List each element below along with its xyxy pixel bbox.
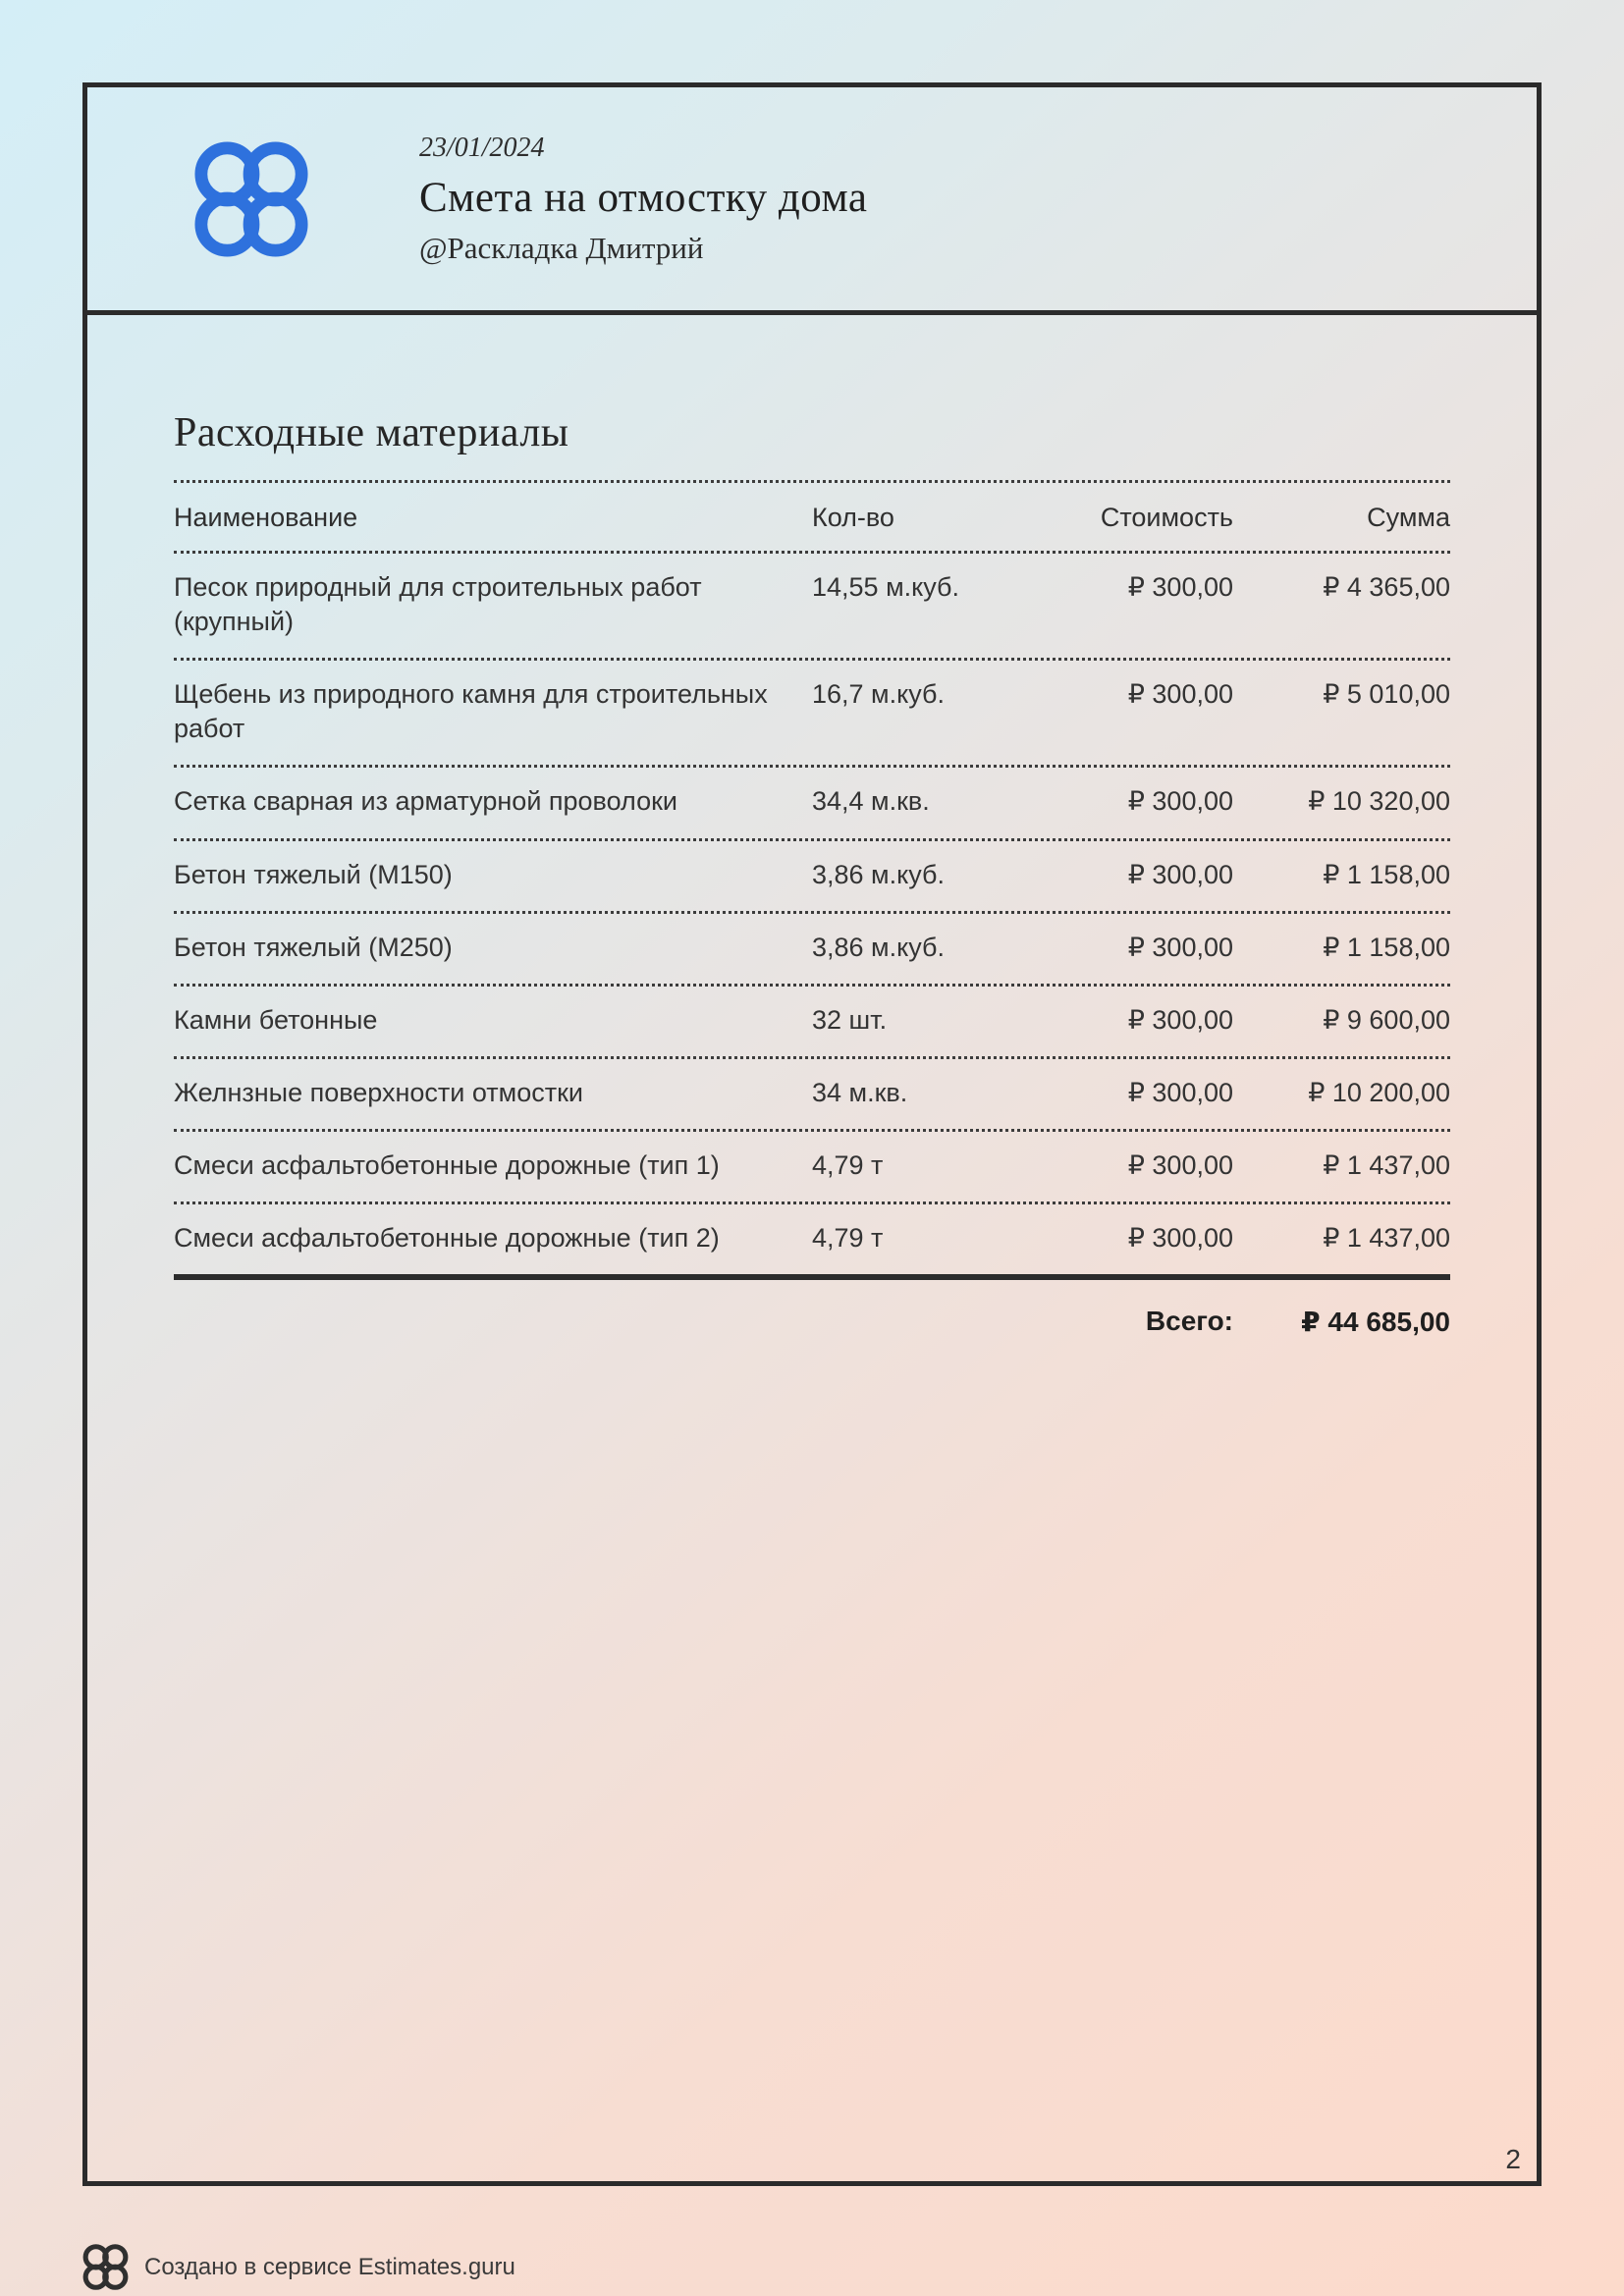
footer-credit-text: Создано в сервисе Estimates.guru xyxy=(144,2253,515,2280)
cell-qty: 34 м.кв. xyxy=(812,1077,908,1107)
column-header-sum: Сумма xyxy=(1367,503,1450,532)
cell-price: ₽ 300,00 xyxy=(1127,572,1233,603)
table-row xyxy=(174,1201,1450,1274)
cell-qty: 34,4 м.кв. xyxy=(812,786,930,817)
page-title: Смета на отмостку дома xyxy=(419,174,868,221)
table-row xyxy=(174,551,1450,658)
total-spacer xyxy=(174,1306,812,1338)
document-frame xyxy=(82,82,1542,2186)
page-number: 2 xyxy=(1505,2144,1521,2174)
cell-price: ₽ 300,00 xyxy=(1127,859,1233,889)
document-header xyxy=(87,87,1537,315)
cell-price: ₽ 300,00 xyxy=(1127,1077,1233,1107)
table-row xyxy=(174,765,1450,837)
cell-sum: ₽ 1 158,00 xyxy=(1323,932,1450,962)
table-row xyxy=(174,658,1450,765)
cell-sum: ₽ 9 600,00 xyxy=(1323,1004,1450,1035)
cell-price: ₽ 300,00 xyxy=(1127,679,1233,710)
column-header-price: Стоимость xyxy=(1100,503,1233,532)
cell-qty: 3,86 м.куб. xyxy=(812,859,945,889)
estimates-guru-logo-icon xyxy=(193,141,309,257)
cell-qty: 32 шт. xyxy=(812,1004,888,1035)
cell-sum: ₽ 1 437,00 xyxy=(1323,1149,1450,1180)
estimates-guru-footer-logo-icon xyxy=(82,2244,129,2290)
cell-sum: ₽ 10 320,00 xyxy=(1308,786,1450,817)
cell-price: ₽ 300,00 xyxy=(1127,932,1233,962)
cell-price: ₽ 300,00 xyxy=(1127,1223,1233,1254)
cell-name: Камни бетонные xyxy=(174,1004,378,1035)
cell-name: Желнзные поверхности отмостки xyxy=(174,1077,584,1107)
document-body xyxy=(87,409,1537,1363)
cell-qty: 16,7 м.куб. xyxy=(812,679,945,710)
cell-name: Песок природный для строительных работ (крупный) xyxy=(174,572,702,637)
cell-name: Бетон тяжелый (М250) xyxy=(174,932,453,962)
cell-name: Сетка сварная из арматурной проволоки xyxy=(174,786,677,817)
cell-sum: ₽ 5 010,00 xyxy=(1323,679,1450,710)
table-header-row xyxy=(174,480,1450,551)
cell-name: Щебень из природного камня для строительных работ xyxy=(174,679,768,744)
cell-qty: 14,55 м.куб. xyxy=(812,572,960,603)
table-row xyxy=(174,1129,1450,1201)
cell-sum: ₽ 10 200,00 xyxy=(1308,1077,1450,1107)
document-author: @Раскладка Дмитрий xyxy=(419,230,704,265)
column-header-qty: Кол-во xyxy=(812,503,894,532)
total-label: Всего: xyxy=(1145,1306,1233,1337)
cell-name: Смеси асфальтобетонные дорожные (тип 1) xyxy=(174,1149,720,1180)
section-title: Расходные материалы xyxy=(174,410,569,455)
cell-qty: 4,79 т xyxy=(812,1149,884,1180)
total-value: ₽ 44 685,00 xyxy=(1301,1307,1450,1338)
cell-price: ₽ 300,00 xyxy=(1127,786,1233,817)
cell-sum: ₽ 1 158,00 xyxy=(1323,859,1450,889)
cell-qty: 4,79 т xyxy=(812,1223,884,1254)
document-date: 23/01/2024 xyxy=(419,132,545,163)
table-row xyxy=(174,911,1450,984)
materials-table xyxy=(174,480,1450,1363)
cell-qty: 3,86 м.куб. xyxy=(812,932,945,962)
table-row xyxy=(174,1056,1450,1129)
cell-price: ₽ 300,00 xyxy=(1127,1149,1233,1180)
total-spacer xyxy=(812,1306,1029,1338)
total-row xyxy=(174,1274,1450,1363)
cell-price: ₽ 300,00 xyxy=(1127,1004,1233,1035)
table-row xyxy=(174,838,1450,911)
cell-name: Бетон тяжелый (М150) xyxy=(174,859,453,889)
cell-sum: ₽ 1 437,00 xyxy=(1323,1223,1450,1254)
table-row xyxy=(174,984,1450,1056)
cell-name: Смеси асфальтобетонные дорожные (тип 2) xyxy=(174,1223,720,1254)
column-header-name: Наименование xyxy=(174,503,358,532)
header-text-block xyxy=(419,133,867,266)
cell-sum: ₽ 4 365,00 xyxy=(1323,572,1450,603)
page-footer xyxy=(82,2244,515,2290)
